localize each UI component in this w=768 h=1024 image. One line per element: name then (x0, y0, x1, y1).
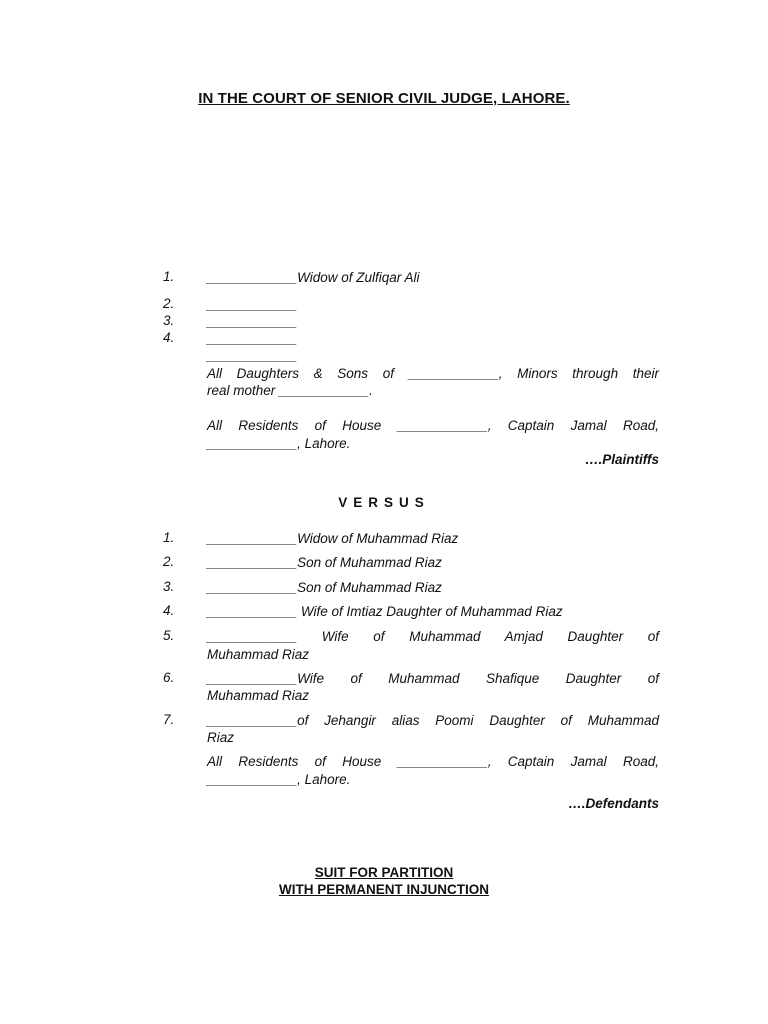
defendant-text: ____________ Wife of Muhammad Amjad Daughter of (207, 629, 659, 644)
defendant-number: 3. (163, 579, 175, 594)
plaintiff-number: 3. (163, 313, 175, 328)
plaintiff-blank-line: ____________ (207, 348, 298, 363)
minors-line-2: real mother ____________. (207, 383, 373, 398)
plaintiff-text: ____________ (207, 314, 298, 329)
defendant-number: 7. (163, 712, 175, 727)
suit-title-line-2: WITH PERMANENT INJUNCTION (279, 882, 489, 897)
defendant-text-continued: Muhammad Riaz (207, 647, 310, 662)
defendant-number: 6. (163, 670, 175, 685)
defendant-text: ____________Wife of Muhammad Shafique Daughter of (207, 671, 659, 686)
suit-title-line-1: SUIT FOR PARTITION (314, 865, 454, 880)
plaintiff-number: 2. (163, 296, 175, 311)
defendant-text: ____________of Jehangir alias Poomi Daughter of Muhammad (207, 713, 659, 728)
defendant-number: 1. (163, 530, 175, 545)
defendant-number: 2. (163, 554, 175, 569)
plaintiff-text: ____________ (207, 331, 298, 346)
versus-heading: VERSUS (338, 495, 430, 510)
plaintiff-text: ____________ (207, 297, 298, 312)
plaintiff-text: ____________Widow of Zulfiqar Ali (207, 270, 420, 285)
defendant-text: ____________Son of Muhammad Riaz (207, 555, 442, 570)
defendant-text-continued: Muhammad Riaz (207, 688, 310, 703)
plaintiff-residence-line-1: All Residents of House ____________, Captain Jamal Road, (207, 418, 659, 433)
defendant-residence-line-2: ____________, Lahore. (207, 772, 351, 787)
plaintiff-number: 4. (163, 330, 175, 345)
plaintiff-number: 1. (163, 269, 175, 284)
defendant-text: ____________Widow of Muhammad Riaz (207, 531, 459, 546)
defendant-text-continued: Riaz (207, 730, 235, 745)
defendant-number: 5. (163, 628, 175, 643)
plaintiff-residence-line-2: ____________, Lahore. (207, 436, 351, 451)
minors-line-1: All Daughters & Sons of ____________, Minors through their (207, 366, 659, 381)
plaintiffs-label: ….Plaintiffs (584, 452, 659, 467)
defendant-text: ____________ Wife of Imtiaz Daughter of Muhammad Riaz (207, 604, 563, 619)
court-title: IN THE COURT OF SENIOR CIVIL JUDGE, LAHORE. (198, 90, 570, 107)
defendant-number: 4. (163, 603, 175, 618)
defendant-text: ____________Son of Muhammad Riaz (207, 580, 442, 595)
defendants-label: ….Defendants (568, 796, 659, 811)
defendant-residence-line-1: All Residents of House ____________, Captain Jamal Road, (207, 754, 659, 769)
